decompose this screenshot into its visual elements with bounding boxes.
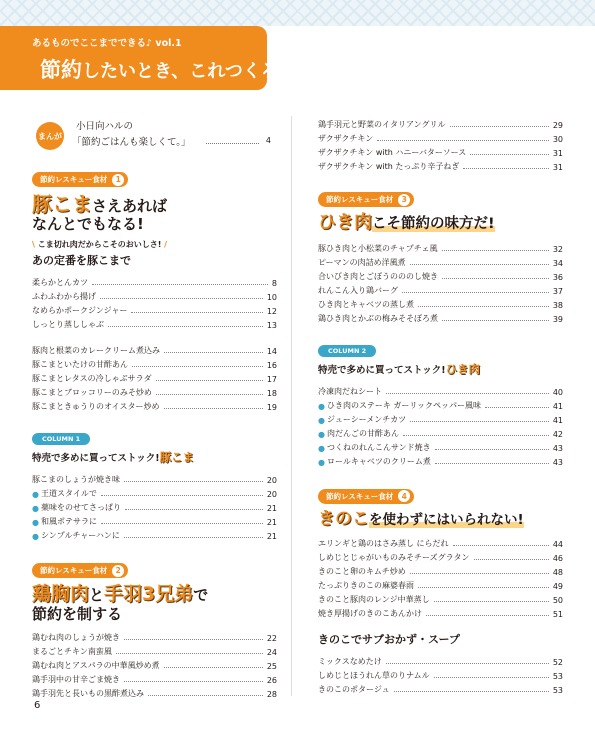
toc-entry[interactable]: 鶏手羽中の甘辛ごま焼き 26 [32,675,277,686]
section-1-tagline: \ こま切れ肉だからこそのおいしさ! / [32,240,168,250]
column-title: 特売で多めに買ってストック!ひき肉 [318,361,481,376]
toc-entry[interactable]: エリンギと鶏のはさみ蒸し にらだれ 44 [318,539,563,550]
toc-entry[interactable]: なめらかポークジンジャー 12 [32,306,277,317]
section-3-head [318,190,563,209]
section-2-head [32,561,277,580]
leader-dots [206,143,259,144]
column-pill: COLUMN 2 [318,345,376,357]
section-4-title: きのこを使わずにはいられない! [318,508,524,529]
toc-entry[interactable]: 豚こまといたけの甘酢あん 16 [32,360,277,371]
page-number: 6 [34,700,41,711]
toc-entry[interactable]: ふわふわから揚げ 10 [32,292,277,303]
toc-entry[interactable]: 鶏手羽先と長いもの黒酢煮込み 28 [32,689,277,700]
column-1 [32,426,277,541]
toc-entry[interactable]: 豚こまときゅうりのオイスター炒め 19 [32,402,277,413]
section-pill: 節約レスキュー食材 1 [32,172,128,187]
toc-entry[interactable]: まるごとチキン南蛮風 24 [32,647,277,658]
section-3-title: ひき肉こそ節約の味方だ! [318,212,495,233]
toc-entry[interactable]: きのこのポタージュ 53 [318,685,563,696]
toc-entry[interactable]: 冷凍肉だねシート 40 [318,386,563,397]
manga-badge: まんが [36,122,64,150]
section-1-title: 豚こまさえあれば なんとでもなる! [32,192,168,233]
toc-entry[interactable]: 鶏むね肉のしょうが焼き 22 [32,633,277,644]
toc-entry[interactable]: ● ひき肉のステーキ ガーリックペッパー風味 41 [318,400,563,411]
bullet-icon: ● [32,490,39,500]
toc-entry[interactable]: きのこと卵のキムチ炒め 48 [318,567,563,578]
left-column [32,116,277,699]
section-1-head [32,170,277,189]
toc-entry[interactable]: 合いびき肉とごぼうのののし焼き 36 [318,271,563,282]
bullet-icon: ● [32,504,39,514]
bullet-icon: ● [32,518,39,528]
toc-entry[interactable]: ● つくねのれんこんサンド焼き 43 [318,442,563,453]
section-2-title: 鶏胸肉と手羽3兄弟で 節約を制する [32,583,209,624]
section-number: 3 [398,194,410,206]
section-number: 4 [398,490,410,502]
toc-entry[interactable]: ミックスなめたけ 52 [318,657,563,668]
section-number: 1 [112,174,124,186]
section-1-group2 [32,342,277,412]
toc-entry[interactable]: 柔らかとんカツ 8 [32,278,277,289]
toc-entry[interactable]: ● 肉だんごの甘酢あん 42 [318,428,563,439]
column-pill: COLUMN 1 [32,433,90,445]
bullet-icon: ● [318,457,325,467]
toc-entry[interactable]: 豚肉と根菜のカレークリーム煮込み 14 [32,346,277,357]
section-4-subhead: きのこでサブおかず・スープ [318,633,460,647]
section-pill: 節約レスキュー食材 2 [32,563,128,578]
section-3-list [318,240,563,324]
bullet-icon: ● [318,401,325,411]
toc-entry[interactable]: ● ロールキャベツのクリーム煮 43 [318,456,563,467]
toc-entry[interactable]: 豚こまとブロッコリーのみそ炒め 18 [32,388,277,399]
manga-line2: 「節約ごはんも楽しくて。」 [72,137,191,148]
section-4-head [318,487,563,506]
toc-entry[interactable]: ザクザクチキン with ハニーバターソース 31 [318,148,563,158]
header-pattern-strip [0,0,595,26]
toc-entry[interactable]: ● 王道スタイルで 20 [32,489,277,500]
toc-entry[interactable]: 鶏ひき肉とかぶの梅みそそぼろ煮 39 [318,313,563,324]
toc-entry[interactable]: ザクザクチキン 30 [318,134,563,144]
bullet-icon: ● [318,443,325,453]
toc-entry[interactable]: たっぷりきのこの麻婆春雨 49 [318,581,563,592]
section-1-subhead: あの定番を豚こまで [32,254,131,268]
toc-entry[interactable]: きのこと豚肉のレンジ中華蒸し 50 [318,595,563,606]
bullet-icon: ● [32,532,39,542]
toc-entry[interactable]: 焼き厚揚げのきのこあんかけ 51 [318,609,563,620]
bullet-icon: ● [318,429,325,439]
column-2 [318,338,563,467]
toc-entry[interactable]: 豚ひき肉と小松菜のチャプチェ風 32 [318,243,563,254]
toc-entry[interactable]: しめじとほうれん草のりナムル 53 [318,671,563,682]
toc-entry[interactable]: しっとり蒸ししゃぶ 13 [32,320,277,331]
toc-entry[interactable]: 鶏手羽元と野菜のイタリアングリル 29 [318,120,563,130]
toc-entry[interactable]: ● シンプルチャーハンに 21 [32,531,277,542]
column-divider [291,116,292,696]
section-2-continued [318,116,563,172]
toc-entry[interactable]: ピーマンの肉詰め洋風煮 34 [318,257,563,268]
toc-entry[interactable]: 豚こまのしょうが焼き味 20 [32,475,277,486]
section-number: 2 [112,565,124,577]
toc-entry[interactable]: れんこん入り鶏バーグ 37 [318,285,563,296]
column-title: 特売で多めに買ってストック!豚こま [32,450,195,465]
toc-entry[interactable]: ● 和風ポテサラに 21 [32,517,277,528]
series-label: あるものでここまでできる♪ vol.1 [32,38,182,49]
toc-entry[interactable]: 鶏むね肉とアスパラの中華風炒め煮 25 [32,661,277,672]
header-banner [0,26,288,90]
toc-entry[interactable]: ● ジューシーメンチカツ 41 [318,414,563,425]
section-4-list [318,535,563,619]
section-2-list [32,629,277,699]
toc-entry[interactable]: ひき肉とキャベツの蒸し煮 38 [318,299,563,310]
section-pill: 節約レスキュー食材 3 [318,192,414,207]
toc-entry[interactable]: ザクザクチキン with たっぷり辛子ねぎ 31 [318,162,563,172]
manga-page: 4 [265,136,271,145]
section-4-sublist [318,653,563,695]
right-column [318,116,563,695]
section-pill: 節約レスキュー食材 4 [318,489,414,504]
section-1-group1 [32,274,277,330]
toc-entry[interactable]: 豚こまとレタスの冷しゃぶサラダ 17 [32,374,277,385]
page-title: 節約したいとき、これつくろ! [40,58,288,82]
bullet-icon: ● [318,415,325,425]
toc-entry[interactable]: ● 薬味をのせてさっぱり 21 [32,503,277,514]
manga-line1: 小日向ハルの [76,121,134,132]
manga-entry[interactable] [32,116,277,152]
toc-entry[interactable]: しめじとじゃがいものみそチーズグラタン 46 [318,553,563,564]
